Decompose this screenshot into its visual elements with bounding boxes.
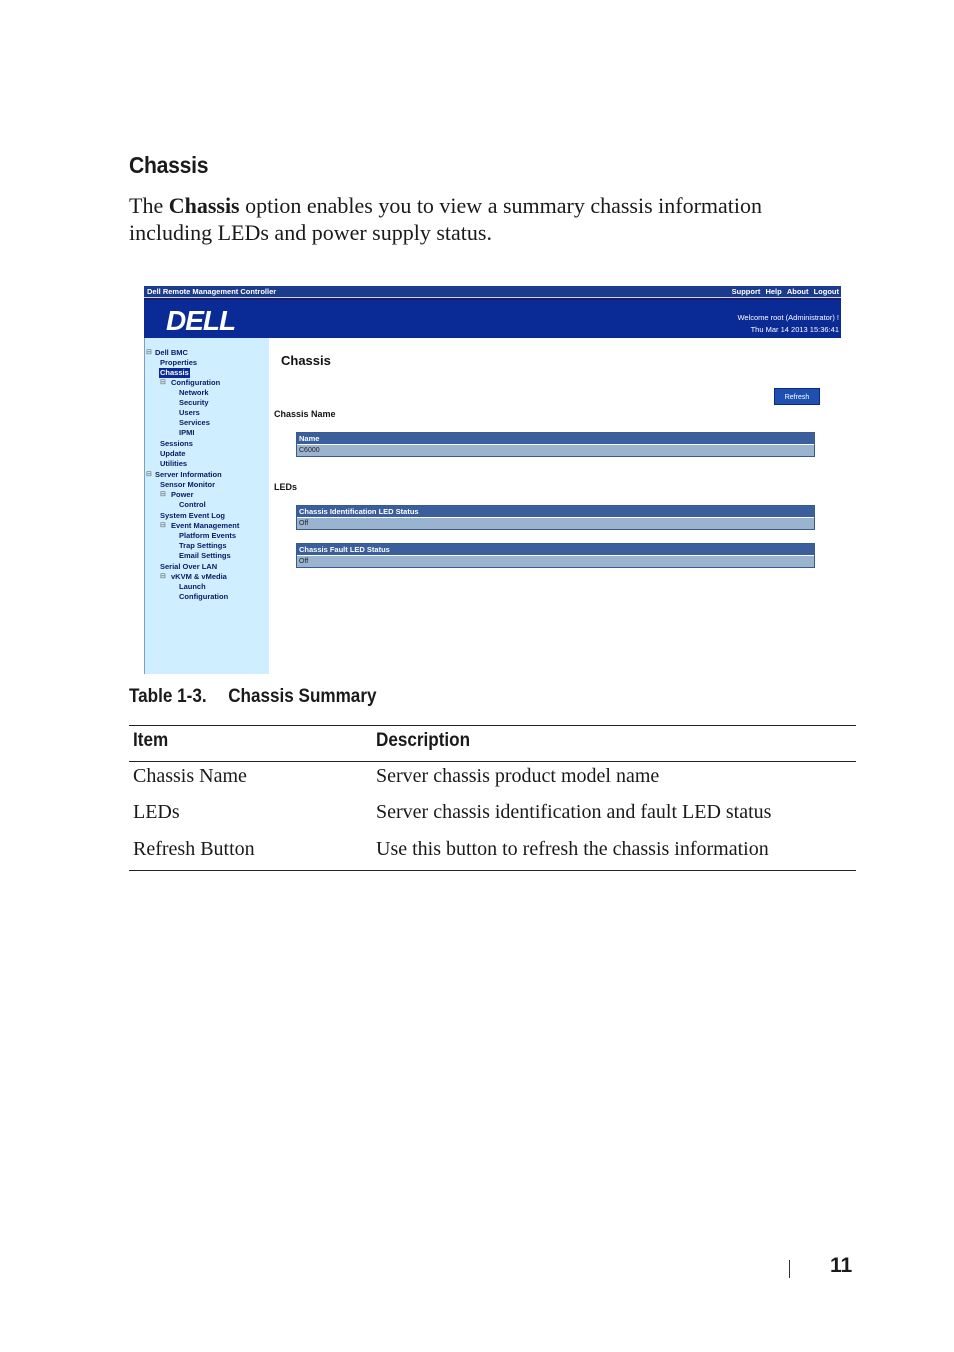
sidebar-item-dell-bmc[interactable]: Dell BMC — [155, 348, 188, 357]
id-led-header: Chassis Identification LED Status — [297, 506, 814, 517]
sidebar-item-vkvm-configuration[interactable]: Configuration — [179, 592, 229, 601]
intro-bold-term: Chassis — [168, 193, 240, 218]
sidebar-item-event-management[interactable]: Event Management — [171, 521, 240, 530]
sidebar-item-sensor-monitor[interactable]: Sensor Monitor — [160, 480, 216, 489]
fault-led-header: Chassis Fault LED Status — [297, 544, 814, 555]
id-led-value: Off — [297, 517, 814, 529]
sidebar-item-system-event-log[interactable]: System Event Log — [160, 511, 226, 520]
fault-led-table — [296, 543, 815, 568]
sidebar-item-ipmi[interactable]: IPMI — [179, 428, 195, 437]
sidebar-item-trap-settings[interactable]: Trap Settings — [179, 541, 227, 550]
intro-paragraph: The Chassis option enables you to view a summary chassis information including LEDs and power supply status. — [129, 193, 763, 245]
sidebar-item-serial-over-lan[interactable]: Serial Over LAN — [160, 562, 218, 571]
sidebar-item-update[interactable]: Update — [160, 449, 186, 458]
collapse-icon[interactable]: ⊟ — [160, 491, 166, 498]
chassis-screenshot — [144, 286, 841, 674]
welcome-text — [737, 312, 839, 336]
sidebar-item-platform-events[interactable]: Platform Events — [179, 531, 237, 540]
help-link[interactable]: Help — [765, 287, 782, 296]
collapse-icon[interactable]: ⊟ — [160, 522, 166, 529]
sidebar-item-power[interactable]: Power — [171, 490, 194, 499]
sidebar-item-email-settings[interactable]: Email Settings — [179, 551, 231, 560]
row-2-item: LEDs — [133, 801, 180, 823]
sidebar-item-services[interactable]: Services — [179, 418, 210, 427]
sidebar-item-vkvm-vmedia[interactable]: vKVM & vMedia — [171, 572, 227, 581]
row-2-description: Server chassis identification and fault LED status — [376, 801, 772, 823]
sidebar-item-power-control[interactable]: Control — [179, 500, 206, 509]
welcome-user: Welcome root (Administrator) ! — [737, 313, 839, 322]
sidebar-item-chassis[interactable]: Chassis — [160, 368, 189, 377]
table-title: Chassis Summary — [228, 686, 377, 707]
row-3-description: Use this button to refresh the chassis information — [376, 838, 769, 860]
sidebar-item-server-information[interactable]: Server Information — [155, 470, 222, 479]
name-value: C6000 — [297, 444, 814, 456]
row-1-item: Chassis Name — [133, 765, 247, 787]
sidebar-item-security[interactable]: Security — [179, 398, 209, 407]
collapse-icon[interactable]: ⊟ — [146, 471, 152, 478]
sidebar-item-launch[interactable]: Launch — [179, 582, 206, 591]
top-bar — [144, 286, 841, 298]
sidebar-item-network[interactable]: Network — [179, 388, 209, 397]
id-led-table — [296, 505, 815, 530]
banner — [144, 298, 841, 338]
about-link[interactable]: About — [786, 287, 809, 296]
name-header: Name — [297, 433, 814, 444]
main-title: Chassis — [281, 353, 331, 368]
section-title: Chassis — [129, 152, 209, 178]
sidebar-item-configuration[interactable]: Configuration — [171, 378, 221, 387]
sidebar-item-utilities[interactable]: Utilities — [160, 459, 188, 468]
row-3-item: Refresh Button — [133, 838, 255, 860]
chassis-name-label: Chassis Name — [274, 409, 336, 419]
chassis-name-table — [296, 432, 815, 457]
header-description: Description — [376, 730, 471, 751]
page-number: 11 — [830, 1254, 853, 1277]
sidebar-item-users[interactable]: Users — [179, 408, 200, 417]
sidebar-item-sessions[interactable]: Sessions — [160, 439, 193, 448]
table-number: Table 1-3. — [129, 686, 207, 707]
logout-link[interactable]: Logout — [813, 287, 839, 296]
support-link[interactable]: Support — [731, 287, 761, 296]
collapse-icon[interactable]: ⊟ — [160, 379, 166, 386]
sidebar-item-properties[interactable]: Properties — [160, 358, 198, 367]
app-title: Dell Remote Management Controller — [147, 287, 277, 296]
fault-led-value: Off — [297, 555, 814, 567]
dell-logo: DELL — [166, 305, 236, 336]
welcome-datetime: Thu Mar 14 2013 15:36:41 — [750, 325, 839, 334]
leds-label: LEDs — [274, 482, 298, 492]
row-1-description: Server chassis product model name — [376, 765, 660, 787]
refresh-button[interactable]: Refresh — [774, 388, 820, 405]
header-item: Item — [133, 730, 169, 751]
footer-divider — [789, 1260, 790, 1278]
sidebar — [144, 338, 269, 674]
collapse-icon[interactable]: ⊟ — [146, 349, 152, 356]
top-links — [729, 286, 839, 297]
collapse-icon[interactable]: ⊟ — [160, 573, 166, 580]
table-caption — [129, 686, 376, 708]
